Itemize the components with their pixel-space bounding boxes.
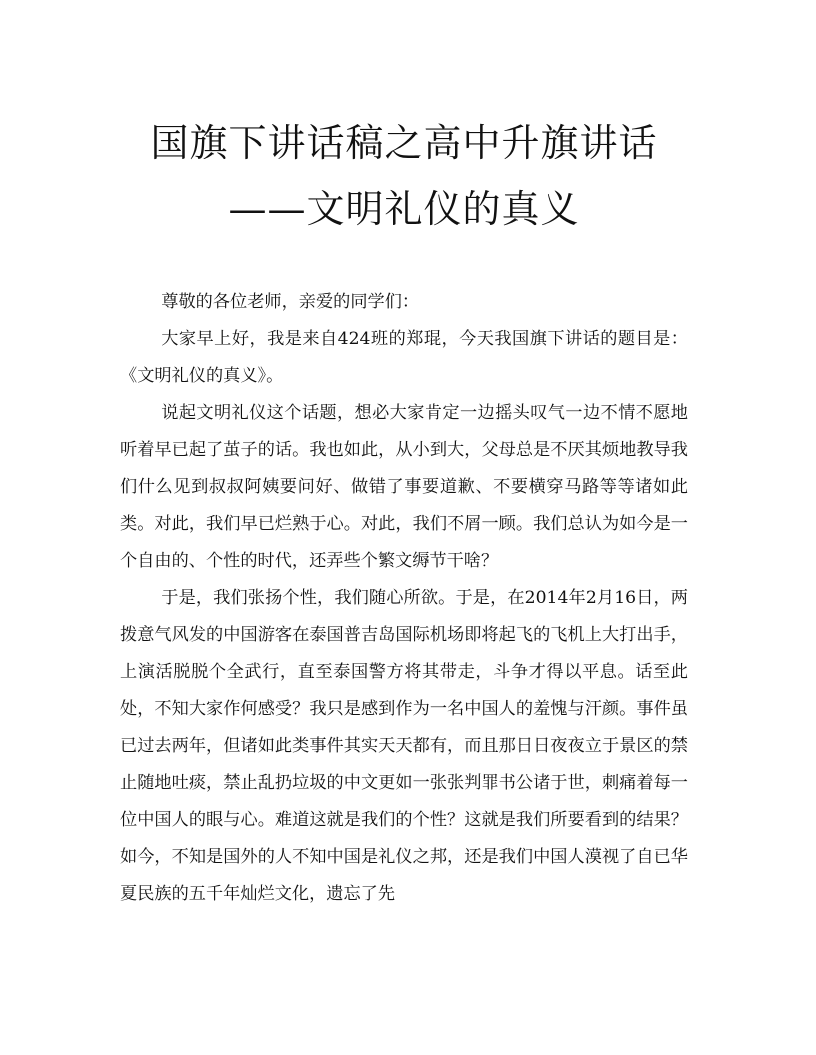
paragraph-example: 于是，我们张扬个性，我们随心所欲。于是，在2014年2月16日，两拨意气风发的中国游客在泰国普吉岛国际机场即将起飞的飞机上大打出手，上演活脱脱个全武行，直至泰国警方将其带走，斗争才得以平息。话至此处，不知大家作何感受？我只是感到作为一名中国人的羞愧与汗颜。事件虽已过去两年，但诸如此类事件其实天天都有，而且那日日夜夜立于景区的禁止随地吐痰，禁止乱扔垃圾的中文更如一张张判罪书公诸于世，刺痛着每一位中国人的眼与心。难道这就是我们的个性？这就是我们所要看到的结果？如今，不知是国外的人不知中国是礼仪之邦，还是我们中国人漠视了自已华夏民族的五千年灿烂文化，遗忘了先 xyxy=(120,588,688,904)
paragraph-salutation: 尊敬的各位老师，亲爱的同学们： xyxy=(161,292,420,312)
paragraph-introduction: 大家早上好，我是来自424班的郑琨，今天我国旗下讲话的题目是：《文明礼仪的真义》。 xyxy=(120,329,688,386)
paragraph-topic: 说起文明礼仪这个话题，想必大家肯定一边摇头叹气一边不情不愿地听着早已起了茧子的话。我也如此，从小到大，父母总是不厌其烦地教导我们什么见到叔叔阿姨要问好、做错了事要道歉、不要横穿马路等等诸如此类。对此，我们早已烂熟于心。对此，我们不屑一顾。我们总认为如今是一个自由的、个性的时代，还弄些个繁文缛节干啥？ xyxy=(120,403,688,571)
document-body xyxy=(120,284,688,913)
document-title: 国旗下讲话稿之高中升旗讲话——文明礼仪的真义 xyxy=(150,121,658,231)
